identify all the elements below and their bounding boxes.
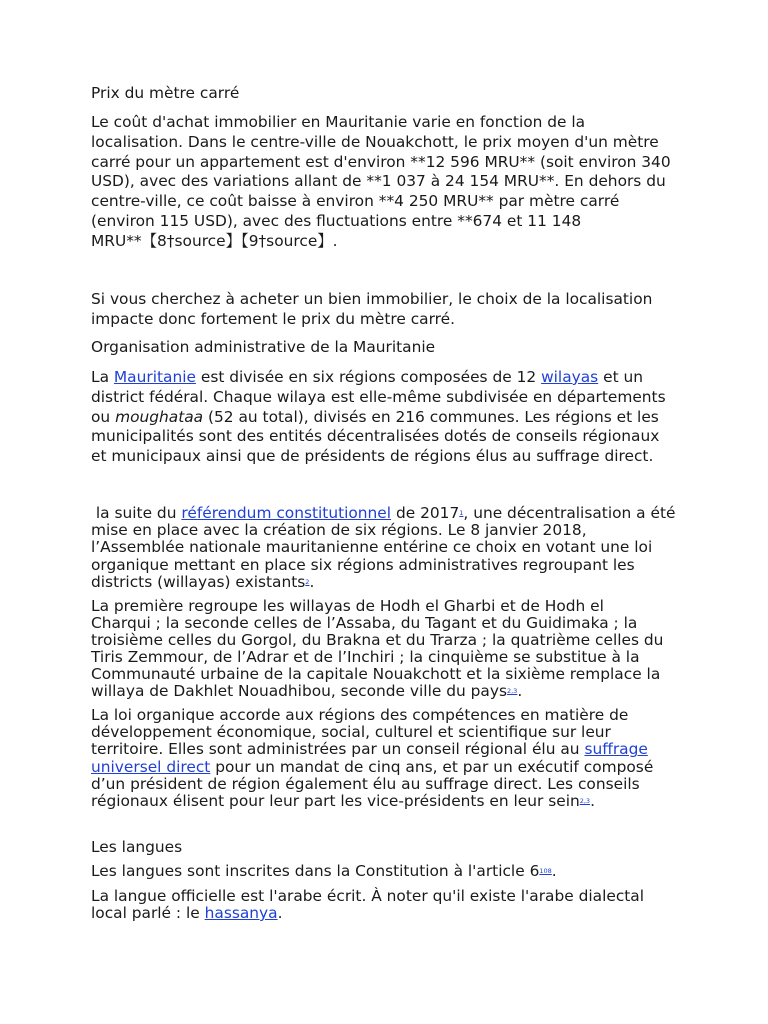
footnote-ref-2-3[interactable]: 2,3 [506, 687, 518, 695]
text-run: . [277, 904, 283, 922]
regions-list-paragraph [91, 598, 676, 700]
text-run: la suite du [91, 504, 182, 522]
text-run: de 2017 [391, 504, 460, 522]
text-run: La loi organique accorde aux régions des compétences en matière de développement économique, social, culturel et scientifique sur leur territoire. Elles sont administrées par un conseil régional élu au [91, 706, 629, 759]
term-moughataa: moughataa [115, 407, 204, 426]
text-run: et un district fédéral. Chaque wilaya est elle-même subdivisée en départements ou [91, 368, 666, 426]
footnote-ref-2[interactable]: 2 [305, 577, 310, 586]
text-run: La langue officielle est l'arabe écrit. À noter qu'il existe l'arabe dialectal local parlé : le [91, 887, 645, 922]
price-paragraph-tail: MRU**【8†source】【9†source】. [91, 231, 338, 250]
text-run: . [309, 572, 315, 591]
text-run: est divisée en six régions composées de 12 [195, 368, 542, 386]
footnote-ref-2-3[interactable]: 2,3 [579, 797, 591, 806]
regional-powers-paragraph [91, 707, 676, 810]
heading-languages: Les langues [91, 838, 183, 856]
text-run: . [517, 682, 523, 700]
text-run: (52 au total), divisés en 216 communes. Les régions et les municipalités sont des entités décentralisées dotés de conseils régionaux et municipaux ainsi que de présidents de régions élus au suffrage direct. [91, 407, 660, 466]
decentralisation-reform-paragraph [91, 505, 676, 591]
price-paragraph [91, 113, 676, 252]
link-wilayas[interactable]: wilayas [541, 368, 599, 386]
text-run: pour un mandat de cinq ans, et par un exécutif composé d’un président de région également élu au suffrage direct. Les conseils régionaux élisent pour leur part les vice-présidents en leur sein [91, 757, 654, 811]
heading-price-per-square-meter: Prix du mètre carré [91, 84, 240, 102]
text-run: Les langues sont inscrites dans la Constitution à l'article 6 [91, 862, 540, 880]
link-suffrage-universel-direct[interactable]: suffrage universel direct [91, 740, 648, 776]
footnote-ref-108[interactable]: 108 [539, 867, 552, 875]
link-hassanya[interactable]: hassanya [204, 904, 278, 922]
footnote-ref-1[interactable]: 1 [459, 509, 464, 517]
text-run: La [91, 368, 114, 386]
official-language-paragraph [91, 888, 676, 922]
text-run: La première regroupe les willayas de Hodh el Gharbi et de Hodh el Charqui ; la seconde celles de l’Assaba, du Tagant et du Guidimaka ; la troisième celles du Gorgol, du Brakna et du Trarza ; la quatrième celles du Tiris Zemmour, de l’Adrar et de l’Inchiri ; la cinquième se substitue à la Communauté urbaine de la capitale Nouakchott et la sixième remplace la willaya de Dakhlet Nouadhibou, seconde ville du pays [91, 597, 664, 700]
text-run: . [551, 862, 557, 880]
link-referendum-constitutionnel[interactable]: référendum constitutionnel [181, 504, 392, 522]
link-mauritanie[interactable]: Mauritanie [113, 368, 196, 386]
location-impact-paragraph: Si vous cherchez à acheter un bien immobilier, le choix de la localisation impacte donc fortement le prix du mètre carré. [91, 290, 653, 328]
regions-overview-paragraph [91, 368, 676, 467]
price-paragraph-body: Le coût d'achat immobilier en Mauritanie varie en fonction de la localisation. Dans le centre-ville de Nouakchott, le prix moyen d'un mètre carré pour un appartement est d'environ **12 596 MRU** (soit environ 340 USD), avec des variations allant de **1 037 à 24 154 MRU**. En dehors du centre-ville, ce coût baisse à environ **4 250 MRU** par mètre carré (environ 115 USD), avec des fluctuations entre **674 et 11 148 [91, 113, 671, 230]
constitution-languages-paragraph [91, 862, 676, 882]
text-run: . [590, 792, 595, 811]
heading-administrative-organisation: Organisation administrative de la Mauritanie [91, 338, 436, 356]
text-run: , une décentralisation a été mise en place avec la création de six régions. Le 8 janvier 2018, l’Assemblée nationale mauritanienne entérine ce choix en votant une loi organique mettant en place six régions administratives regroupant les districts (willayas) existants [91, 504, 676, 591]
